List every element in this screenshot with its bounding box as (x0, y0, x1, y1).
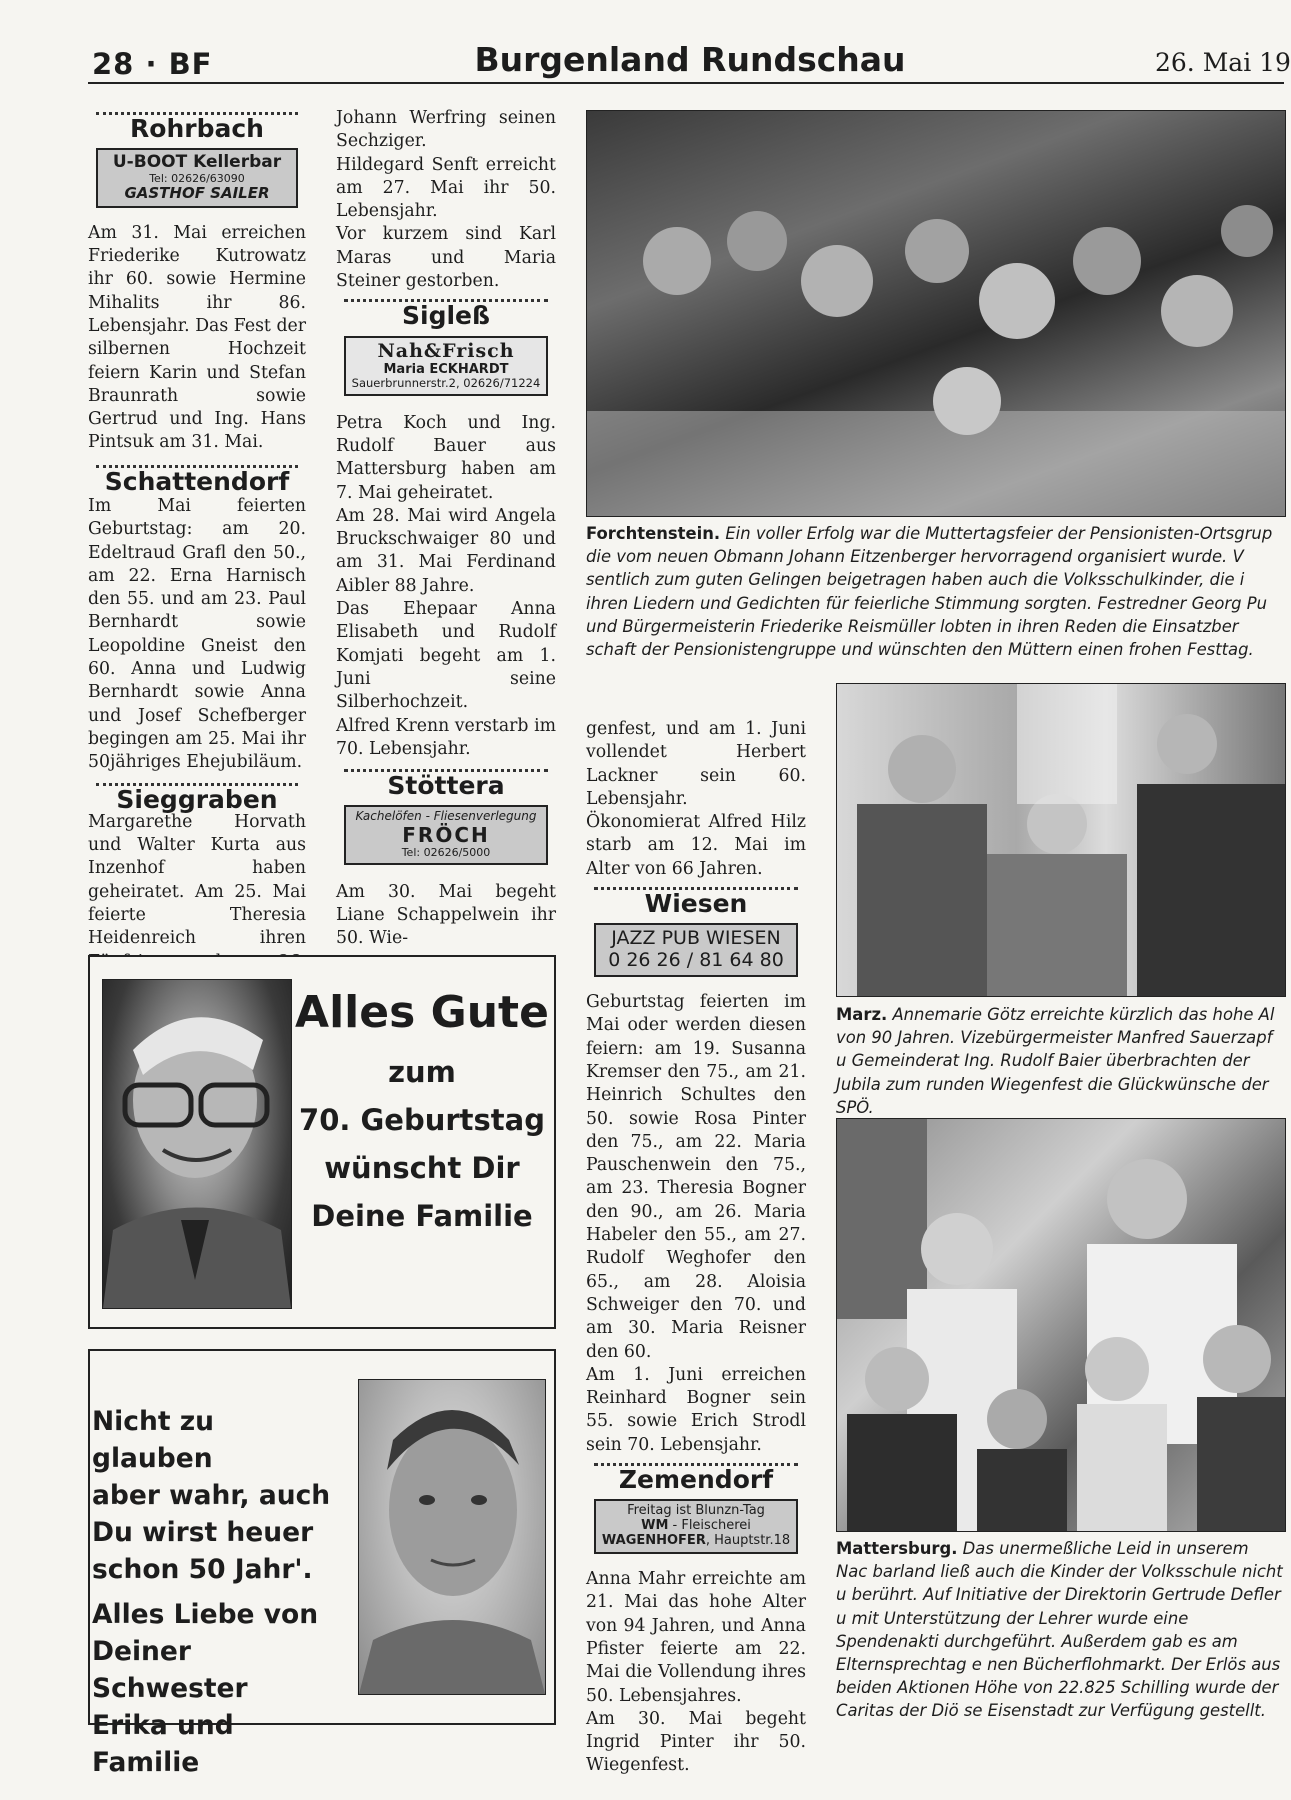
group-photo-icon (837, 684, 1285, 996)
greeting2-text (92, 1403, 332, 1781)
article-text-rohrbach: Am 31. Mai erreichen Friederike Kutrowatz ihr 60. sowie Hermine Mihalits ihr 86. Lebensjahr. Das Fest der silbernen Hochzeit feiern Karin und Stefan Braunrath sowie Gertrud und Ing. Hans Pintsuk am 31. Mai. (88, 222, 306, 453)
ad-ubout-owner: GASTHOF SAILER (124, 184, 270, 203)
crowd-photo-icon (587, 111, 1285, 516)
column-3 (586, 718, 806, 1778)
article-text-col2-3: Vor kurzem sind Karl Maras und Maria Steiner gestorben. (336, 224, 556, 292)
article-text-zemendorf-2: Am 30. Mai begeht Ingrid Pinter ihr 50. Wiegenfest. (586, 1708, 806, 1776)
ad-nah-frisch-shop: Nah&Frisch (377, 339, 515, 362)
section-heading-zemendorf: Zemendorf (618, 1465, 774, 1494)
portrait-photo-man (358, 1379, 546, 1695)
ad-wagenhofer-name: WAGENHOFER (601, 1533, 706, 1549)
greeting1-line2: zum (388, 1055, 456, 1089)
ad-wagenhofer (594, 1499, 798, 1554)
article-text-schattendorf: Im Mai feierten Geburtstag: am 20. Edeltraud Grafl den 50., am 22. Erna Harnisch den 55. und am 23. Paul Bernhardt sowie Leopoldine Gneist den 60. Anna und Ludwig Bernhardt sowie Anna und Josef Schefberger begingen am 25. Mai ihr 50jähriges Ehejubiläum. (88, 496, 306, 773)
page-number-label: 28 · BF (92, 47, 213, 81)
article-text-sigless-4: Alfred Krenn verstarb im 70. Lebensjahr. (336, 715, 556, 759)
portrait-figure-icon (359, 1380, 545, 1694)
article-text-col2-1: Johann Werfring seinen Sechziger. (336, 108, 556, 152)
ad-ubout-kellerbar (96, 148, 298, 207)
ad-froech-tel: Tel: 02626/5000 (401, 846, 491, 860)
ad-jazz-pub-name: JAZZ PUB WIESEN (611, 927, 781, 950)
portrait-photo-man-glasses (102, 979, 292, 1309)
ad-froech-line1: Kachelöfen - Fliesenverlegung (355, 809, 537, 824)
header-rule (88, 82, 1284, 84)
children-photo-icon (837, 1119, 1285, 1531)
ad-wagenhofer-line2: - Fleischerei (668, 1518, 751, 1534)
caption-mattersburg (836, 1537, 1284, 1727)
article-text-sigless-2: Am 28. Mai wird Angela Bruckschwaiger 80 und am 31. Mai Ferdinand Aibler 88 Jahre. (336, 505, 556, 596)
section-heading-rohrbach: Rohrbach (130, 114, 264, 143)
column-1 (88, 108, 306, 997)
section-heading-wiesen: Wiesen (644, 889, 748, 919)
caption-place-marz: Marz. (836, 1005, 888, 1024)
greeting1-line3: 70. Geburtstag (299, 1103, 545, 1137)
section-heading-stoettera: Stöttera (387, 771, 505, 801)
ad-froech (344, 805, 548, 864)
greeting2-line3: Du wirst heuer (92, 1517, 314, 1548)
article-text-wiesen-2: Am 1. Juni erreichen Reinhard Bogner sein 55. sowie Erich Strodl sein 70. Lebensjahr. (586, 1364, 806, 1455)
greeting2-line5: Alles Liebe von (92, 1599, 319, 1630)
photo-forchtenstein-celebration (586, 110, 1286, 517)
caption-text-forchtenstein: Ein voller Erfolg war die Muttertagsfeier der Pensionisten-Ortsgrup die vom neuen Obmann Johann Eitzenberger hervorragend organisiert wurde. V sentlich zum guten Gelingen beigetragen haben auch die Volksschulkinder, die i ihren Liedern und Gedichten für feierliche Stimmung sorgten. Festredner Georg Pu und Bürgermeisterin Friederike Reismüller lobten in ihren Reden die Einsatzber schaft der Pensionistengruppe und wünschten den Müttern einen frohen Festtag. (586, 524, 1273, 660)
ad-nah-frisch-name: Maria ECKHARDT (383, 361, 509, 377)
newspaper-title: Burgenland Rundschau (474, 40, 906, 79)
article-text-wiesen-1: Geburtstag feierten im Mai oder werden diesen feiern: am 19. Susanna Kremser den 75., am 21. Heinrich Schultes den 50. sowie Rosa Pinter den 75., am 22. Maria Pauschenwein den 75., am 23. Theresia Bogner den 90., am 26. Maria Habeler den 55., am 27. Rudolf Weghofer den 65., am 28. Aloisia Schweiger den 70. und am 30. Maria Reisner den 60. (586, 992, 806, 1362)
ad-jazz-pub (594, 923, 798, 977)
caption-marz (836, 1003, 1284, 1117)
caption-place-forchtenstein: Forchtenstein. (586, 524, 721, 543)
greeting2-line6: Deiner Schwester (92, 1636, 248, 1704)
issue-date: 26. Mai 19 (1155, 48, 1291, 77)
article-text-zemendorf-1: Anna Mahr erreichte am 21. Mai das hohe Alter von 94 Jahren, und Anna Pfister feierte am 22. Mai die Vollendung ihres 50. Lebensjahres. (586, 1569, 806, 1706)
photo-marz-birthday (836, 683, 1286, 997)
caption-place-mattersburg: Mattersburg. (836, 1539, 958, 1558)
article-text-col3-1: genfest, und am 1. Juni vollendet Herbert Lackner sein 60. Lebensjahr. (586, 719, 806, 809)
greeting2-line1: Nicht zu glauben (92, 1406, 215, 1474)
column-2 (336, 107, 556, 951)
ad-ubout-tel: Tel: 02626/63090 (149, 171, 245, 185)
article-text-sigless-1: Petra Koch und Ing. Rudolf Bauer aus Mattersburg haben am 7. Mai geheiratet. (336, 412, 556, 503)
article-text-stoettera: Am 30. Mai begeht Liane Schappelwein ihr 50. Wie- (336, 881, 556, 949)
greeting1-line4: wünscht Dir (324, 1151, 520, 1185)
photo-mattersburg-school (836, 1118, 1286, 1532)
ad-wagenhofer-wm: WM (641, 1518, 669, 1534)
ad-wagenhofer-address: , Hauptstr.18 (705, 1533, 791, 1549)
article-text-col3-2: Ökonomierat Alfred Hilz starb am 12. Mai im Alter von 66 Jahren. (586, 812, 806, 879)
ad-ubout-name: U-BOOT Kellerbar (112, 152, 282, 173)
greeting1-line1: Alles Gute (295, 987, 549, 1038)
article-text-sigless-3: Das Ehepaar Anna Elisabeth und Rudolf Komjati begeht am 1. Juni seine Silberhochzeit. (336, 599, 556, 713)
section-heading-sieggraben: Sieggraben (116, 784, 278, 814)
greeting2-line2: aber wahr, auch (92, 1480, 331, 1511)
birthday-greeting-70 (88, 955, 556, 1329)
ad-jazz-pub-tel: 0 26 26 / 81 64 80 (608, 949, 784, 972)
greeting1-line5: Deine Familie (311, 1199, 533, 1233)
greeting2-line4: schon 50 Jahr'. (92, 1554, 313, 1585)
greeting2-line7: Erika und Familie (92, 1710, 234, 1778)
ad-nah-frisch-address: Sauerbrunnerstr.2, 02626/71224 (351, 376, 541, 391)
caption-text-marz: Annemarie Götz erreichte kürzlich das hohe Al von 90 Jahren. Vizebürgermeister Manfred Sauerzapf u Gemeinderat Ing. Rudolf Baier überbrachten der Jubila zum runden Wiegenfest die Glückwünsche der SPÖ. (836, 1005, 1275, 1117)
caption-text-mattersburg: Das unermeßliche Leid in unserem Nac barland ließ auch die Kinder der Volksschule nicht u berührt. Auf Initiative der Direktorin Gertrude Defler u mit Unterstützung der Lehrer wurde eine Spendenakti durchgeführt. Außerdem gab es am Elternsprechtag e nen Bücherflohmarkt. Der Erlös aus beiden Aktionen Höhe von 22.825 Schilling wurde der Caritas der Diö se Eisenstadt zur Verfügung gestellt. (836, 1539, 1283, 1721)
caption-forchtenstein (586, 522, 1284, 662)
ad-nah-frisch (344, 336, 548, 396)
portrait-figure-icon (103, 980, 291, 1308)
birthday-greeting-50 (88, 1349, 556, 1778)
ad-wagenhofer-line1: Freitag ist Blunzn-Tag (627, 1503, 765, 1519)
ad-froech-name: FRÖCH (402, 823, 490, 848)
section-heading-schattendorf: Schattendorf (104, 466, 290, 496)
section-heading-sigless: Sigleß (402, 301, 490, 331)
article-text-col2-2: Hildegard Senft erreicht am 27. Mai ihr 50. Lebensjahr. (336, 154, 556, 222)
article-text-sieggraben: Margarethe Horvath und Walter Kurta aus Inzenhof haben geheiratet. Am 25. Mai feierte Theresia Heidenreich ihren (88, 811, 306, 949)
